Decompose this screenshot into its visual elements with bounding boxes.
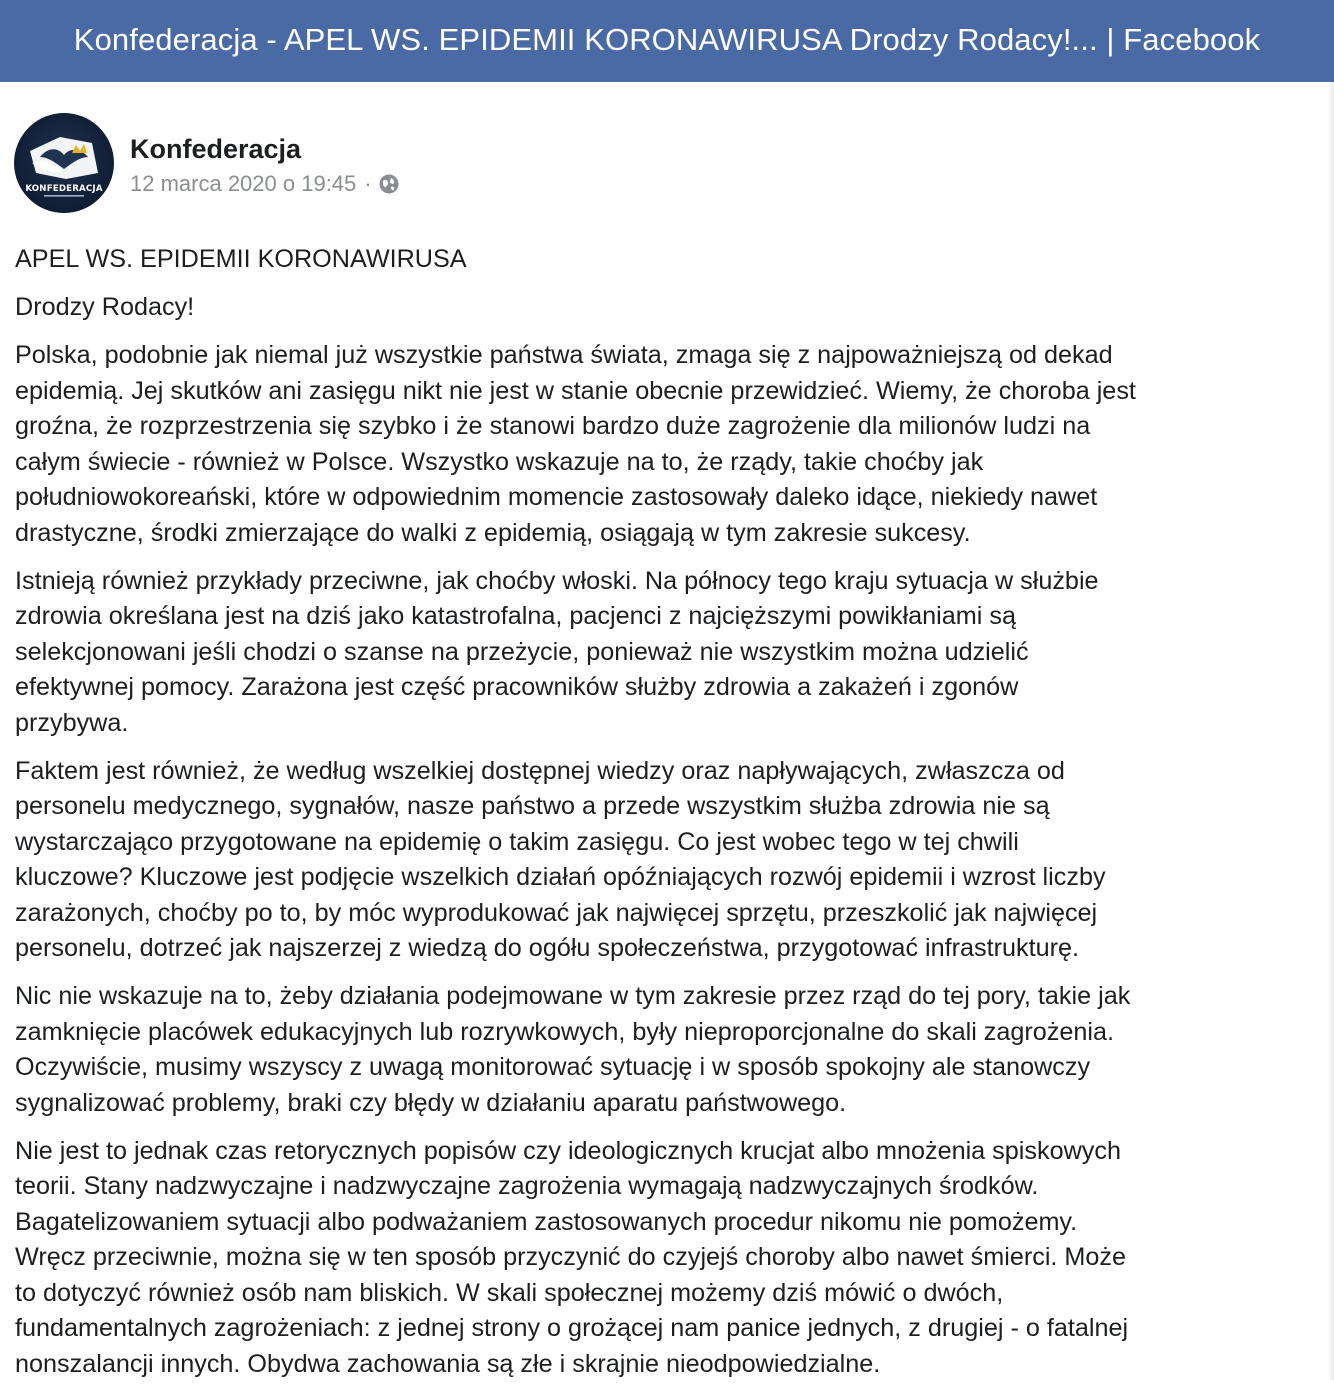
window-title: Konfederacja - APEL WS. EPIDEMII KORONAWIRUSA Drodzy Rodacy!... | Facebook [73, 22, 1261, 57]
page-name-link[interactable]: Konfederacja [130, 134, 302, 164]
post-text-line: wystarczająco przygotowane na epidemię o takim zasięgu. Co jest wobec tego w tej chwili [15, 827, 1019, 856]
post-text-line: całym świecie - również w Polsce. Wszystko wskazuje na to, że rządy, takie choćby jak [15, 447, 984, 476]
post-text-line: zdrowia określana jest na dziś jako katastrofalna, pacjenci z najcięższymi powikłaniami są [15, 602, 1016, 630]
post-meta [130, 171, 400, 197]
post-timestamp[interactable]: 12 marca 2020 o 19:45 [130, 171, 357, 196]
post-text-line: sygnalizować problemy, braki czy błędy w działaniu aparatu państwowego. [15, 1088, 847, 1117]
meta-separator: · [364, 171, 372, 196]
globe-icon[interactable] [378, 173, 400, 195]
post-text-line: groźna, że rozprzestrzenia się szybko i że stanowi bardzo duże zagrożenie dla milionów ludzi na [15, 412, 1091, 440]
avatar-wordmark: KONFEDERACJA [25, 184, 103, 194]
post-text-line: Polska, podobnie jak niemal już wszystkie państwa świata, zmaga się z najpoważniejszą od dekad [15, 341, 1113, 369]
post-text-line: drastyczne, środki zmierzające do walki z epidemią, osiągają w tym zakresie sukcesy. [15, 518, 971, 547]
post-paragraph [15, 979, 1315, 1121]
post-text-line: personelu, dotrzeć jak najszerzej z wiedzą do ogółu społeczeństwa, przygotować infrastrukturę. [15, 934, 1080, 962]
post-text-line: APEL WS. EPIDEMII KORONAWIRUSA [15, 245, 467, 273]
post-text-line: Wręcz przeciwnie, można się w ten sposób przyczynić do czyjejś choroby albo nawet śmierci. Może [15, 1243, 1127, 1271]
post-body [15, 242, 1315, 1395]
post-text-line: efektywnej pomocy. Zarażona jest część pracowników służby zdrowia a zakażeń i zgonów [15, 673, 1019, 701]
post-text-line: epidemią. Jej skutków ani zasięgu nikt nie jest w stanie obecnie przewidzieć. Wiemy, że choroba jest [15, 376, 1136, 405]
post-text-line: fundamentalnych zagrożeniach: z jednej strony o grożącej nam panice jednych, z drugiej - o fatalnej [15, 1314, 1129, 1342]
post-text-line: przybywa. [15, 708, 129, 737]
post-text-line: zamknięcie placówek edukacyjnych lub rozrywkowych, były nieproporcjonalne do skali zagrożenia. [15, 1017, 1115, 1046]
scroll-edge [1328, 82, 1334, 1380]
post-text-line: Nic nie wskazuje na to, żeby działania podejmowane w tym zakresie przez rząd do tej pory, takie jak [15, 982, 1131, 1010]
post-text-line: to dotyczyć również osób nam bliskich. W skali społecznej możemy dziś mówić o dwóch, [15, 1278, 1004, 1307]
post-paragraph [15, 564, 1315, 742]
post-paragraph [15, 754, 1315, 967]
facebook-post [0, 82, 1326, 1380]
post-text-line: personelu medycznego, sygnałów, nasze państwo a przede wszystkim służba zdrowia nie są [15, 792, 1050, 820]
post-text-line: Istnieją również przykłady przeciwne, jak choćby włoski. Na północy tego kraju sytuacja w służbie [15, 566, 1099, 595]
post-header [14, 112, 814, 212]
post-text-line: Nie jest to jednak czas retorycznych popisów czy ideologicznych krucjat albo mnożenia spiskowych [15, 1136, 1121, 1165]
post-text-line: nonszalancji innych. Obydwa zachowania są złe i skrajnie nieodpowiedzialne. [15, 1349, 881, 1378]
post-paragraph [15, 290, 1315, 326]
post-paragraph [15, 338, 1315, 551]
post-text-line: Bagatelizowaniem sytuacji albo podważaniem zastosowanych procedur nikomu nie pomożemy. [15, 1207, 1078, 1236]
avatar[interactable] [14, 113, 114, 213]
post-paragraph [15, 242, 1315, 278]
post-paragraph [15, 1134, 1315, 1383]
post-text-line: Faktem jest również, że według wszelkiej dostępnej wiedzy oraz napływających, zwłaszcza od [15, 756, 1065, 785]
post-text-line: zarażonych, choćby po to, by móc wyprodukować jak najwięcej sprzętu, przeszkolić jak najwięcej [15, 898, 1098, 927]
post-text-line: południowokoreański, które w odpowiednim momencie zastosowały daleko idące, niekiedy nawet [15, 483, 1098, 511]
window-title-bar [0, 0, 1334, 82]
post-text-line: kluczowe? Kluczowe jest podjęcie wszelkich działań opóźniających rozwój epidemii i wzrost liczby [15, 863, 1106, 891]
post-text-line: Oczywiście, musimy wszyscy z uwagą monitorować sytuację i w sposób spokojny ale stanowczy [15, 1053, 1091, 1081]
post-text-line: Drodzy Rodacy! [15, 293, 195, 321]
post-text-line: selekcjonowani jeśli chodzi o szanse na przeżycie, ponieważ nie wszystkim można udzielić [15, 637, 1029, 666]
konfederacja-logo-icon [14, 113, 114, 213]
post-text-line: teorii. Stany nadzwyczajne i nadzwyczajne zagrożenia wymagają nadzwyczajnych środków. [15, 1172, 1039, 1200]
